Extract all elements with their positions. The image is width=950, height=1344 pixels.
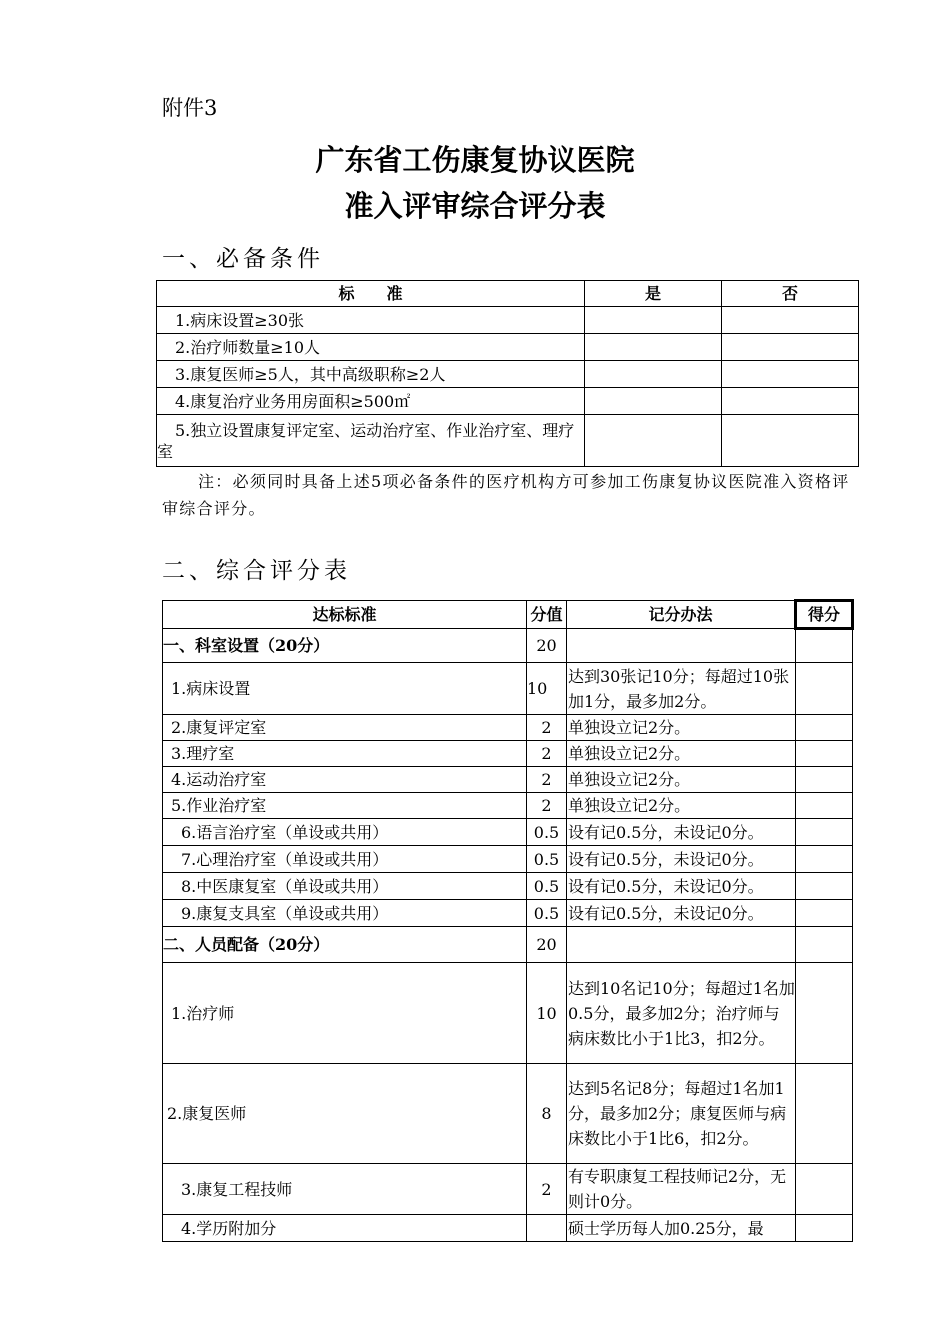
yes-cell[interactable] xyxy=(585,334,722,361)
category-row xyxy=(163,927,853,963)
table-row xyxy=(163,767,853,793)
points-cell xyxy=(527,1215,567,1242)
prerequisites-table xyxy=(156,280,859,467)
points-cell: 0.5 xyxy=(527,819,567,846)
points-cell: 0.5 xyxy=(527,900,567,927)
yes-cell[interactable] xyxy=(585,388,722,415)
column-header-score: 得分 xyxy=(796,601,853,629)
criterion-cell: 4.运动治疗室 xyxy=(163,767,527,793)
table-row xyxy=(163,1064,853,1164)
criterion-cell: 9.康复支具室（单设或共用） xyxy=(163,900,527,927)
table-row xyxy=(163,846,853,873)
points-cell: 2 xyxy=(527,793,567,819)
table-row xyxy=(163,873,853,900)
method-cell: 单独设立记2分。 xyxy=(567,741,796,767)
prerequisites-note: 注：必须同时具备上述5项必备条件的医疗机构方可参加工伤康复协议医院准入资格评审综合评分。 xyxy=(162,472,850,518)
method-cell: 达到30张记10分；每超过10张加1分，最多加2分。 xyxy=(567,663,796,715)
score-cell[interactable] xyxy=(796,1215,853,1242)
criterion-cell: 7.心理治疗室（单设或共用） xyxy=(163,846,527,873)
table-row xyxy=(163,1215,853,1242)
section-2-heading: 二、综合评分表 xyxy=(162,558,351,584)
column-header-no: 否 xyxy=(722,281,859,307)
category-label: 一、科室设置（20分） xyxy=(163,629,527,663)
criterion-cell: 3.康复医师≥5人，其中高级职称≥2人 xyxy=(157,361,585,388)
method-cell: 有专职康复工程技师记2分，无则计0分。 xyxy=(567,1164,796,1215)
method-cell: 达到5名记8分；每超过1名加1分，最多加2分；康复医师与病床数比小于1比6，扣2分。 xyxy=(567,1064,796,1164)
criterion-cell: 4.康复治疗业务用房面积≥500㎡ xyxy=(157,388,585,415)
method-cell xyxy=(567,927,796,963)
score-cell[interactable] xyxy=(796,793,853,819)
no-cell[interactable] xyxy=(722,388,859,415)
criterion-cell: 2.康复医师 xyxy=(163,1064,527,1164)
yes-cell[interactable] xyxy=(585,415,722,467)
points-cell: 0.5 xyxy=(527,873,567,900)
points-cell: 10 xyxy=(527,963,567,1064)
score-cell[interactable] xyxy=(796,629,853,663)
table-row xyxy=(157,415,859,467)
no-cell[interactable] xyxy=(722,307,859,334)
scoring-table xyxy=(162,599,854,1242)
score-cell[interactable] xyxy=(796,846,853,873)
table-row xyxy=(157,307,859,334)
points-cell: 8 xyxy=(527,1064,567,1164)
column-header-method: 记分办法 xyxy=(567,601,796,629)
points-cell: 2 xyxy=(527,1164,567,1215)
table-header-row xyxy=(157,281,859,307)
table-row xyxy=(163,900,853,927)
no-cell[interactable] xyxy=(722,334,859,361)
category-row xyxy=(163,629,853,663)
score-cell[interactable] xyxy=(796,819,853,846)
criterion-cell: 3.理疗室 xyxy=(163,741,527,767)
score-cell[interactable] xyxy=(796,873,853,900)
criterion-cell: 3.康复工程技师 xyxy=(163,1164,527,1215)
table-row xyxy=(157,361,859,388)
method-cell: 设有记0.5分，未设记0分。 xyxy=(567,819,796,846)
points-cell: 20 xyxy=(527,927,567,963)
method-cell: 设有记0.5分，未设记0分。 xyxy=(567,873,796,900)
method-cell: 硕士学历每人加0.25分，最 xyxy=(567,1215,796,1242)
criterion-cell: 1.病床设置≥30张 xyxy=(157,307,585,334)
method-cell: 单独设立记2分。 xyxy=(567,793,796,819)
no-cell[interactable] xyxy=(722,415,859,467)
method-cell: 单独设立记2分。 xyxy=(567,767,796,793)
method-cell xyxy=(567,629,796,663)
column-header-standard: 标 准 xyxy=(157,281,585,307)
method-cell: 设有记0.5分，未设记0分。 xyxy=(567,846,796,873)
score-cell[interactable] xyxy=(796,1164,853,1215)
score-cell[interactable] xyxy=(796,663,853,715)
points-cell: 2 xyxy=(527,767,567,793)
section-1-heading: 一、必备条件 xyxy=(162,246,324,272)
criterion-cell: 4.学历附加分 xyxy=(163,1215,527,1242)
criterion-cell: 2.康复评定室 xyxy=(163,715,527,741)
yes-cell[interactable] xyxy=(585,307,722,334)
criterion-cell: 5.作业治疗室 xyxy=(163,793,527,819)
score-cell[interactable] xyxy=(796,1064,853,1164)
document-title-line2: 准入评审综合评分表 xyxy=(344,189,606,223)
table-row xyxy=(163,819,853,846)
method-cell: 设有记0.5分，未设记0分。 xyxy=(567,900,796,927)
score-cell[interactable] xyxy=(796,741,853,767)
table-row xyxy=(163,663,853,715)
points-cell: 2 xyxy=(527,741,567,767)
table-row xyxy=(163,1164,853,1215)
criterion-cell: 2.治疗师数量≥10人 xyxy=(157,334,585,361)
category-label: 二、人员配备（20分） xyxy=(163,927,527,963)
method-cell: 单独设立记2分。 xyxy=(567,715,796,741)
table-row xyxy=(157,388,859,415)
score-cell[interactable] xyxy=(796,900,853,927)
score-cell[interactable] xyxy=(796,715,853,741)
table-row xyxy=(157,334,859,361)
yes-cell[interactable] xyxy=(585,361,722,388)
table-row xyxy=(163,741,853,767)
method-cell: 达到10名记10分；每超过1名加0.5分，最多加2分；治疗师与病床数比小于1比3，扣2分。 xyxy=(567,963,796,1064)
column-header-criterion: 达标标准 xyxy=(163,601,527,629)
criterion-cell: 8.中医康复室（单设或共用） xyxy=(163,873,527,900)
criterion-cell: 6.语言治疗室（单设或共用） xyxy=(163,819,527,846)
table-row xyxy=(163,793,853,819)
table-row xyxy=(163,715,853,741)
points-cell: 2 xyxy=(527,715,567,741)
criterion-cell: 1.治疗师 xyxy=(163,963,527,1064)
score-cell[interactable] xyxy=(796,767,853,793)
document-title-line1: 广东省工伤康复协议医院 xyxy=(315,143,635,177)
table-header-row xyxy=(163,601,853,629)
score-cell[interactable] xyxy=(796,927,853,963)
criterion-cell: 5.独立设置康复评定室、运动治疗室、作业治疗室、理疗室 xyxy=(157,415,585,467)
attachment-label: 附件3 xyxy=(162,96,218,120)
points-cell: 10 xyxy=(527,663,567,715)
no-cell[interactable] xyxy=(722,361,859,388)
score-cell[interactable] xyxy=(796,963,853,1064)
criterion-cell: 1.病床设置 xyxy=(163,663,527,715)
points-cell: 20 xyxy=(527,629,567,663)
column-header-points: 分值 xyxy=(527,601,567,629)
table-row xyxy=(163,963,853,1064)
points-cell: 0.5 xyxy=(527,846,567,873)
column-header-yes: 是 xyxy=(585,281,722,307)
